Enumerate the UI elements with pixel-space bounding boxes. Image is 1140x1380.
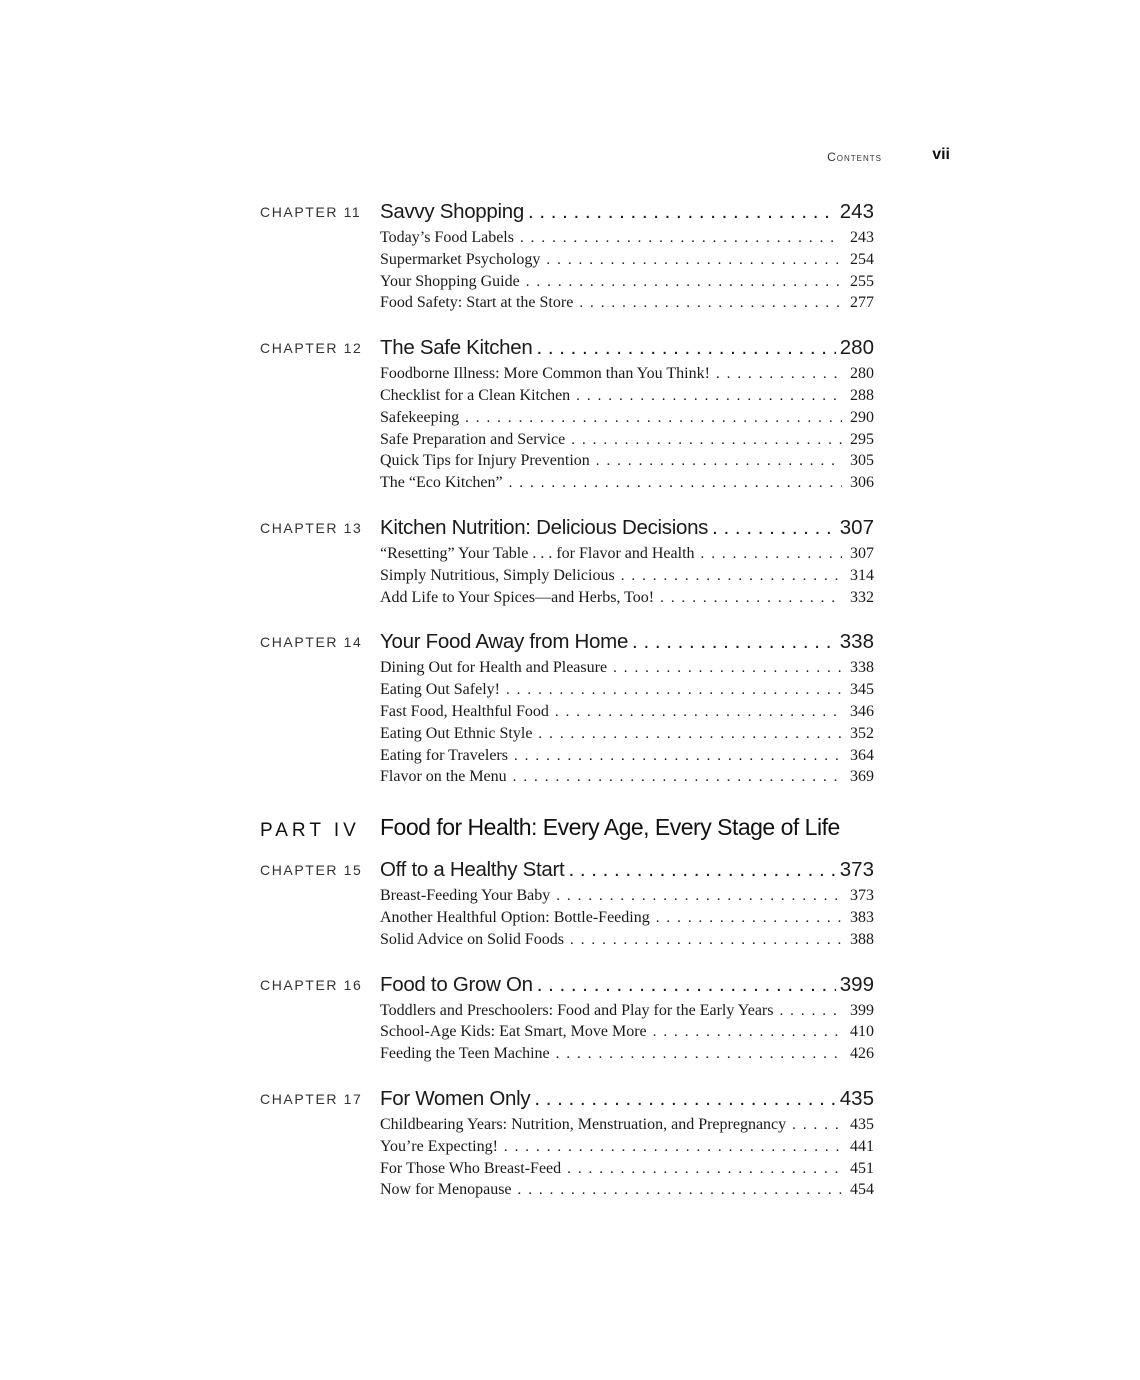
section-title: Childbearing Years: Nutrition, Menstruation, and Prepregnancy [380, 1115, 787, 1133]
chapter-title: Food to Grow On [380, 972, 533, 996]
chapter-label: CHAPTER 12 [260, 340, 363, 357]
section-entry[interactable] [380, 273, 874, 295]
chapter-entry [0, 1083, 1140, 1203]
section-entry[interactable] [380, 931, 874, 953]
section-entry[interactable] [380, 1045, 874, 1067]
dot-leader [570, 932, 842, 949]
section-page: 369 [850, 768, 874, 786]
section-entry[interactable] [380, 251, 874, 273]
chapter-title-link[interactable] [380, 626, 874, 656]
section-page: 454 [850, 1181, 874, 1199]
running-head-label: Contents [827, 150, 882, 164]
section-title: Solid Advice on Solid Foods [380, 930, 565, 948]
section-page: 345 [850, 681, 874, 699]
section-entry[interactable] [380, 909, 874, 931]
dot-leader [621, 568, 842, 585]
section-entry[interactable] [380, 294, 874, 316]
section-title: Fast Food, Healthful Food [380, 702, 549, 720]
dot-leader [656, 910, 842, 927]
section-entry[interactable] [380, 1138, 874, 1160]
dot-leader [653, 1024, 842, 1041]
section-entry[interactable] [380, 452, 874, 474]
section-entry[interactable] [380, 365, 874, 387]
chapter-page: 435 [839, 1086, 874, 1110]
dot-leader [712, 514, 836, 542]
page-number: vii [932, 146, 950, 163]
chapter-label: CHAPTER 14 [260, 634, 363, 651]
section-list [380, 1116, 874, 1203]
section-page: 254 [850, 250, 874, 268]
section-title: The “Eco Kitchen” [380, 474, 503, 492]
dot-leader [528, 198, 836, 226]
section-page: 243 [850, 229, 874, 246]
section-page: 280 [850, 365, 874, 383]
section-page: 295 [850, 430, 874, 448]
dot-leader [514, 748, 842, 765]
chapter-label: CHAPTER 11 [260, 204, 362, 220]
section-page: 426 [850, 1045, 874, 1063]
section-title: Quick Tips for Injury Prevention [380, 452, 590, 470]
chapter-label: CHAPTER 16 [260, 976, 363, 993]
section-page: 352 [850, 724, 874, 742]
chapter-title-link[interactable] [380, 332, 874, 362]
dot-leader [537, 971, 836, 999]
section-title: Now for Menopause [380, 1181, 512, 1199]
section-page: 338 [850, 659, 874, 677]
section-list [380, 545, 874, 610]
chapter-title: For Women Only [380, 1086, 531, 1110]
section-page: 332 [850, 588, 874, 606]
chapter-title-link[interactable] [380, 512, 874, 542]
chapter-page: 307 [839, 515, 874, 539]
chapter-title-link[interactable] [380, 1083, 874, 1113]
section-entry[interactable] [380, 567, 874, 589]
section-page: 383 [850, 908, 874, 926]
section-title: Feeding the Teen Machine [380, 1045, 550, 1063]
dot-leader [571, 432, 842, 449]
section-list [380, 365, 874, 496]
section-title: Add Life to Your Spices—and Herbs, Too! [380, 588, 655, 606]
dot-leader [520, 230, 842, 247]
section-entry[interactable] [380, 703, 874, 725]
section-title: “Resetting” Your Table . . . for Flavor and Health [380, 544, 695, 562]
dot-leader [556, 1046, 842, 1063]
section-title: Eating Out Safely! [380, 681, 500, 699]
chapter-title: Off to a Healthy Start [380, 858, 565, 882]
section-page: 410 [850, 1023, 874, 1041]
section-list [380, 659, 874, 790]
section-page: 307 [850, 544, 874, 562]
chapter-title-link[interactable] [380, 854, 874, 884]
dot-leader [509, 475, 842, 492]
chapter-page: 399 [839, 972, 874, 996]
section-title: You’re Expecting! [380, 1137, 498, 1155]
section-title: Today’s Food Labels [380, 229, 514, 246]
section-title: Supermarket Psychology [380, 250, 541, 268]
section-entry[interactable] [380, 1023, 874, 1045]
chapter-page: 280 [839, 336, 874, 360]
dot-leader [579, 295, 842, 312]
section-title: Another Healthful Option: Bottle-Feeding [380, 908, 650, 926]
dot-leader [526, 274, 842, 291]
dot-leader [506, 682, 842, 699]
chapter-entry [0, 854, 1140, 952]
section-title: Food Safety: Start at the Store [380, 294, 574, 312]
dot-leader [534, 1085, 835, 1113]
section-page: 373 [850, 887, 874, 905]
section-page: 290 [850, 408, 874, 426]
dot-leader [613, 660, 842, 677]
section-list [380, 1002, 874, 1067]
chapter-title-link[interactable] [380, 196, 874, 226]
dot-leader [701, 546, 842, 563]
chapter-page: 243 [839, 200, 874, 223]
chapter-title: Your Food Away from Home [380, 630, 629, 654]
dot-leader [596, 453, 842, 470]
section-title: Checklist for a Clean Kitchen [380, 386, 571, 404]
chapter-entry [0, 969, 1140, 1067]
section-entry[interactable] [380, 1116, 874, 1138]
chapter-entry [0, 512, 1140, 610]
section-entry[interactable] [380, 681, 874, 703]
section-page: 441 [850, 1137, 874, 1155]
dot-leader [518, 1182, 842, 1199]
chapter-title: Kitchen Nutrition: Delicious Decisions [380, 515, 709, 539]
chapter-label: CHAPTER 13 [260, 519, 363, 536]
section-page: 305 [850, 452, 874, 470]
part-label: PART IV [260, 820, 360, 842]
dot-leader [504, 1139, 842, 1156]
dot-leader [567, 1161, 842, 1178]
dot-leader [556, 888, 842, 905]
chapter-label: CHAPTER 17 [260, 1090, 363, 1107]
dot-leader [632, 628, 836, 656]
dot-leader [538, 726, 842, 743]
table-of-contents [0, 196, 1140, 1219]
section-title: Safe Preparation and Service [380, 430, 566, 448]
section-entry[interactable] [380, 1002, 874, 1024]
section-entry[interactable] [380, 659, 874, 681]
section-page: 451 [850, 1159, 874, 1177]
section-page: 306 [850, 474, 874, 492]
section-entry[interactable] [380, 474, 874, 496]
section-page: 388 [850, 930, 874, 948]
section-page: 288 [850, 386, 874, 404]
section-entry[interactable] [380, 725, 874, 747]
section-page: 314 [850, 566, 874, 584]
dot-leader [546, 252, 842, 269]
chapter-entry [0, 196, 1140, 316]
chapter-title: Savvy Shopping [380, 200, 524, 223]
section-list [380, 887, 874, 952]
dot-leader [779, 1003, 842, 1020]
section-entry[interactable] [380, 1181, 874, 1203]
chapter-label: CHAPTER 15 [260, 862, 363, 879]
section-entry[interactable] [380, 387, 874, 409]
part-title: Food for Health: Every Age, Every Stage of Life [380, 814, 840, 841]
dot-leader [568, 856, 835, 884]
section-entry[interactable] [380, 409, 874, 431]
chapter-page: 338 [839, 630, 874, 654]
section-entry[interactable] [380, 589, 874, 611]
section-title: For Those Who Breast-Feed [380, 1159, 562, 1177]
dot-leader [513, 769, 842, 786]
section-entry[interactable] [380, 887, 874, 909]
chapter-entry [0, 626, 1140, 790]
running-head [0, 148, 1140, 168]
section-entry[interactable] [380, 431, 874, 453]
section-title: Toddlers and Preschoolers: Food and Play for the Early Years [380, 1001, 774, 1019]
section-page: 346 [850, 702, 874, 720]
section-title: Simply Nutritious, Simply Delicious [380, 566, 615, 584]
section-entry[interactable] [380, 768, 874, 790]
dot-leader [576, 388, 842, 405]
dot-leader [465, 410, 842, 427]
section-title: Eating for Travelers [380, 746, 508, 764]
section-title: Safekeeping [380, 408, 460, 426]
section-page: 277 [850, 294, 874, 312]
section-title: Foodborne Illness: More Common than You Think! [380, 365, 710, 383]
section-title: School-Age Kids: Eat Smart, Move More [380, 1023, 647, 1041]
section-title: Breast-Feeding Your Baby [380, 887, 551, 905]
dot-leader [536, 334, 835, 362]
section-page: 435 [850, 1115, 874, 1133]
section-title: Your Shopping Guide [380, 272, 520, 290]
section-title: Eating Out Ethnic Style [380, 724, 533, 742]
chapter-page: 373 [839, 858, 874, 882]
dot-leader [716, 366, 842, 383]
chapter-entry [0, 332, 1140, 496]
section-page: 255 [850, 272, 874, 290]
section-entry[interactable] [380, 229, 874, 251]
chapter-title: The Safe Kitchen [380, 336, 533, 360]
dot-leader [660, 590, 842, 607]
part-heading [0, 812, 1140, 848]
section-title: Dining Out for Health and Pleasure [380, 659, 608, 677]
dot-leader [792, 1117, 842, 1134]
section-list [380, 229, 874, 316]
section-entry[interactable] [380, 545, 874, 567]
section-entry[interactable] [380, 747, 874, 769]
section-page: 399 [850, 1001, 874, 1019]
section-title: Flavor on the Menu [380, 768, 507, 786]
chapter-title-link[interactable] [380, 969, 874, 999]
dot-leader [555, 704, 842, 721]
section-page: 364 [850, 746, 874, 764]
section-entry[interactable] [380, 1160, 874, 1182]
